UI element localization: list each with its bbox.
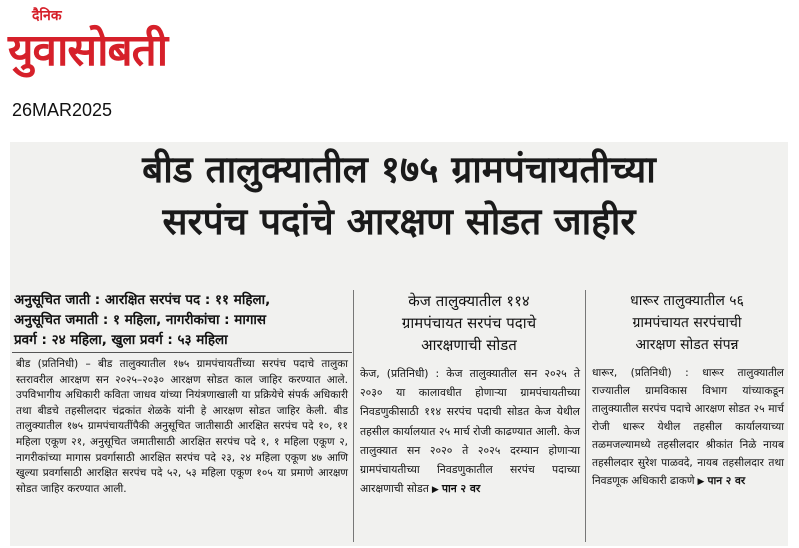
kej-body <box>356 358 582 500</box>
right-arrow-icon: ▶ <box>697 477 705 487</box>
kej-subhead-line: केज तालुक्यातील ११४ <box>408 292 530 310</box>
article-beed <box>12 290 352 544</box>
kej-body-text: केज, (प्रतिनिधी) : केज तालुक्यातील सन २०२५ ते २०३० या कालावधीत होणाऱ्या ग्रामपंचायतीच्या निवडणुकीसाठी ११४ सरपंच पदाची सोडत केज येथील तहसील कार्यालयात २५ मार्च रोजी काढण्यात आली. केज तालुक्यात सन २०२० ते २०२५ दरम्यान होणाऱ्या ग्रामपंचायतीच्या निवडणुकातील सरपंच पदाच्या आरक्षणाची सोडत <box>360 367 580 496</box>
beed-body-text: बीड (प्रतिनिधी) – बीड तालुक्यातील १७५ ग्रामपंचायतींच्या सरपंच पदाचे तालुका स्तरावरील आरक्षण सन २०२५–२०३० आरक्षण सोडत काल जाहिर करण्यात आले. उपविभागीय अधिकारी कविता जाधव यांच्या नियंत्रणाखाली या प्रक्रियेचे संपर्क अधिकारी तथा बीडचे तहसीलदार चंद्रकांत शेळके यांनी हे आरक्षण सोडत जाहिर केली. बीड तालुक्यातील १७५ ग्रामपंचायतींपैकी अनुसूचित जातीसाठी आरक्षित सरपंच पदे १०, ११ महिला एकूण २१, अनुसूचित जमातीसाठी आरक्षित सरपंच पदे १, १ महिला एकूण २, नागरीकांच्या मागास प्रवर्गासाठी आरक्षित सरपंच पदे २३, २४ महिला एकूण ४७ आणि खुल्या प्रवर्गासाठी आरक्षित सरपंच पदे ५२, ५३ महिला एकूण १०५ या प्रमाणे आरक्षण सोडत जाहिर करण्यात आली. <box>16 358 348 495</box>
dharur-body <box>588 358 786 491</box>
column-divider <box>353 290 354 542</box>
dharur-subhead <box>588 290 786 358</box>
beed-subhead-line: अनुसूचित जमाती : १ महिला, नागरीकांचा : मागास <box>14 312 267 328</box>
kej-continuation: पान २ वर <box>441 482 481 496</box>
dharur-subhead-line: आरक्षण सोडत संपन्न <box>635 337 739 353</box>
right-arrow-icon: ▶ <box>431 485 439 496</box>
masthead <box>0 0 799 140</box>
kej-subhead-line: आरक्षणाची सोडत <box>421 336 517 354</box>
article-kej <box>356 290 582 544</box>
dharur-subhead-line: धारूर तालुक्यातील ५६ <box>630 293 744 309</box>
article-dharur <box>588 290 786 544</box>
headline-line-1: बीड तालुक्यातील १७५ ग्रामपंचायतीच्या <box>142 148 656 191</box>
newspaper-logo: युवासोबती <box>8 25 168 76</box>
headline <box>10 144 788 248</box>
dharur-continuation: पान २ वर <box>707 475 746 487</box>
dharur-body-text: धारूर, (प्रतिनिधी) : धारूर तालुक्यातील राज्यातील ग्रामविकास विभाग यांच्याकडून तालुक्यातील सरपंच पदाचे आरक्षण सोडत २५ मार्च रोजी धारूर येथील तहसील कार्यालयाच्या तळमजल्यामध्ये तहसीलदार श्रीकांत निळे नायब तहसीलदार सुरेश पाळवदे, नायब तहसीलदार तथा निवडणूक अधिकारी ढाकणे <box>592 367 784 487</box>
kej-subhead <box>356 290 582 358</box>
beed-subhead-line: प्रवर्ग : २४ महिला, खुला प्रवर्ग : ५३ महिला <box>14 332 228 348</box>
column-divider <box>585 290 586 542</box>
news-clipping <box>10 142 788 546</box>
publication-date: 26MAR2025 <box>12 100 113 120</box>
beed-subhead <box>12 290 352 353</box>
headline-line-2: सरपंच पदांचे आरक्षण सोडत जाहीर <box>162 200 636 243</box>
masthead-tagline: दैनिक <box>32 8 62 24</box>
kej-subhead-line: ग्रामपंचायत सरपंच पदाचे <box>401 314 537 332</box>
beed-subhead-line: अनुसूचित जाती : आरक्षित सरपंच पद : ११ महिला, <box>14 292 271 308</box>
dharur-subhead-line: ग्रामपंचायत सरपंचाची <box>632 315 742 331</box>
